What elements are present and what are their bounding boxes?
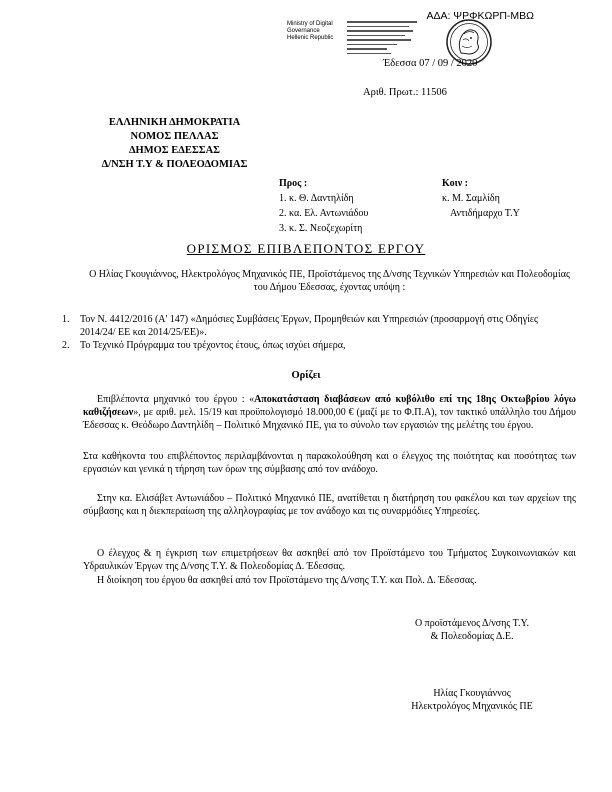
document-title-text: ΟΡΙΣΜΟΣ ΕΠΙΒΛΕΠΟΝΤΟΣ ΕΡΓΟΥ <box>186 241 426 256</box>
body-paragraph-3: Στην κα. Ελισάβετ Αντωνιάδου – Πολιτικό Μηχανικό ΠΕ, ανατίθεται η διατήρηση του φακέλου και των αρχείων της σύμβασης και η διεκπεραίωση της αλληλογραφίας με τον ανάδοχο και τις συναρμόδιες Υπηρεσίες. <box>83 493 576 517</box>
ada-code: ΑΔΑ: ΨΡΦΚΩΡΠ-ΜΒΩ <box>426 10 534 22</box>
digital-signature-details <box>347 21 417 57</box>
body-paragraph-5: Η διοίκηση του έργου θα ασκηθεί από τον Προϊστάμενο της Δ/νσης Τ.Υ. και Πολ. Δ. Έδεσσας. <box>97 575 477 586</box>
recipients-cc <box>442 176 520 221</box>
body-paragraph-4: Ο έλεγχος & η έγκριση των επιμετρήσεων θα ασκηθεί από τον Προϊστάμενο του Τμήματος Συγκοινωνιακών και Υδραυλικών Έργων της Δ/νσης Τ.Υ. & Πολεοδομίας Δ. Έδεσσας. <box>83 548 576 572</box>
authority-line: ΝΟΜΟΣ ΠΕΛΛΑΣ <box>130 131 219 142</box>
list-item <box>62 313 576 339</box>
cc-recipient: Αντιδήμαρχο Τ.Υ <box>450 208 520 219</box>
issuing-authority <box>82 116 267 172</box>
considerations-list <box>62 313 576 352</box>
signature-role-line: Ο προϊστάμενος Δ/νσης Τ.Υ. <box>414 618 530 629</box>
list-item-text: Το Τεχνικό Πρόγραμμα του τρέχοντος έτους, όπως ισχύει σήμερα, <box>80 340 346 351</box>
cc-label: Κοιν : <box>442 178 468 189</box>
project-title: Αποκατάσταση διαβάσεων από κυβόλιθο επί της 18ης Οκτωβρίου λόγω καθιζήσεων <box>83 394 576 418</box>
body-text: Επιβλέποντα μηχανικό του έργου : « <box>97 394 255 405</box>
recipient: 3. κ. Σ. Νεοζεχωρίτη <box>279 223 363 234</box>
signatory-title: Ηλεκτρολόγος Μηχανικός ΠΕ <box>411 701 533 712</box>
authority-line: ΔΗΜΟΣ ΕΔΕΣΣΑΣ <box>128 145 221 156</box>
body-paragraph-2: Στα καθήκοντα του επιβλέποντος περιλαμβάνονται η παρακολούθηση και ο έλεγχος της ποιότητας και ποσότητας των εργασιών και γενικά η τήρηση των όρων της σύμβασης από τον ανάδοχο. <box>83 451 576 475</box>
document-title <box>0 241 612 257</box>
body-paragraph-1 <box>83 393 576 432</box>
list-item <box>62 339 576 352</box>
digital-signature-label: Ministry of Digital <box>287 21 333 27</box>
document-date: Έδεσσα 07 / 09 / 2020 <box>383 58 478 69</box>
intro-paragraph: Ο Ηλίας Γκουγιάννος, Ηλεκτρολόγος Μηχανικός ΠΕ, Προϊστάμενος της Δ/νσης Τεχνικών Υπηρεσιών και Πολεοδομίας του Δήμου Έδεσσας, έχοντας υπόψη : <box>89 269 570 293</box>
body-text: », με αριθ. μελ. 15/19 και προϋπολογισμό 18.000,00 € (μαζί με το Φ.Π.Α), τον τακτικό υπάλληλο του Δήμου Έδεσσας κ. Θεόδωρο Δαντηλίδη – Πολιτικό Μηχανικό ΠΕ, για το σύνολο των εργασιών της μελέτης του έργου. <box>83 407 576 431</box>
signatory-name: Ηλίας Γκουγιάννος <box>433 688 511 699</box>
recipients-to <box>279 176 368 236</box>
authority-line: ΕΛΛΗΝΙΚΗ ΔΗΜΟΚΡΑΤΙΑ <box>108 117 241 128</box>
digital-signature-label: Governance <box>287 28 320 34</box>
list-item-text: Τον Ν. 4412/2016 (Α' 147) «Δημόσιες Συμβάσεις Έργων, Προμηθειών και Υπηρεσιών (προσαρμογή στις Οδηγίες 2014/24/ ΕΕ και 2014/25/ΕΕ)». <box>80 314 538 338</box>
protocol-number: Αριθ. Πρωτ.: 11506 <box>363 87 447 98</box>
authority-line: Δ/ΝΣΗ Τ.Υ & ΠΟΛΕΟΔΟΜΙΑΣ <box>101 159 248 170</box>
cc-recipient: κ. Μ. Σαμλίδη <box>442 193 500 204</box>
recipient: 1. κ. Θ. Δαντηλίδη <box>279 193 354 204</box>
signature-name-block <box>386 687 558 713</box>
signature-role <box>392 617 552 643</box>
recipient: 2. κα. Ελ. Αντωνιάδου <box>279 208 369 219</box>
signature-role-line: & Πολεοδομίας Δ.Ε. <box>430 631 514 642</box>
list-item-number: 2. <box>62 340 70 351</box>
list-item-number: 1. <box>62 314 70 325</box>
to-label: Προς : <box>279 178 308 189</box>
digital-signature-label: Hellenic Republic <box>287 35 334 41</box>
decides-heading: Ορίζει <box>291 370 321 381</box>
